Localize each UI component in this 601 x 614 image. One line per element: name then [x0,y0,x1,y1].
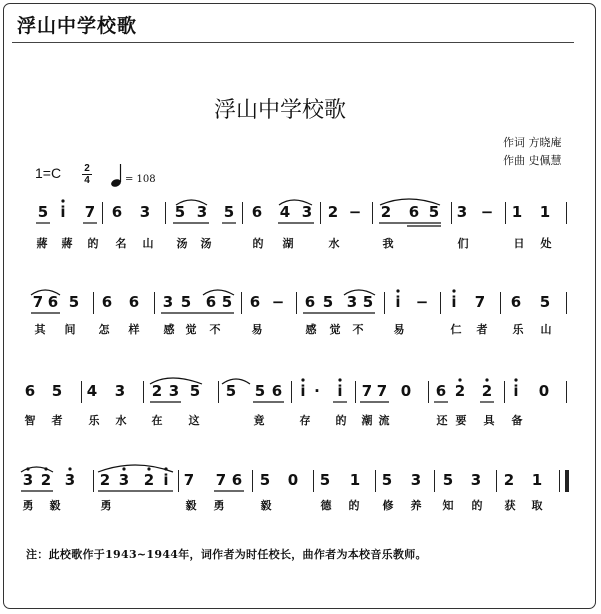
lyric: 汤 [200,237,212,250]
footnote: 注：此校歌作于1943~1944年，词作者为时任校长，曲作者为本校音乐教师。 [26,548,427,561]
note: 2 [380,203,392,221]
bar-line [313,470,314,492]
lyric: 者 [476,323,488,336]
lyric: 修 [382,499,394,512]
lyric: 流 [378,414,390,427]
bar-line [218,381,219,403]
lyric: 水 [328,237,340,250]
note: 6 [304,293,316,311]
note: 0 [400,382,412,400]
note: 5 [221,293,233,311]
note: − [480,203,494,221]
note: 5 [225,382,237,400]
lyric: 乐 [512,323,524,336]
bar-line [143,381,144,403]
lyric: 潮 [361,414,373,427]
note: 3 [114,382,126,400]
lyric: 这 [188,414,200,427]
lyric: 仁 [450,323,462,336]
bar-line [154,292,155,314]
note: 6 [231,471,243,489]
lyric: 山 [142,237,154,250]
bar-line [102,202,103,224]
lyric: 不 [352,323,364,336]
lyric: 的 [348,499,360,512]
note: 4 [86,382,98,400]
lyric: 者 [51,414,63,427]
note: · [314,382,320,400]
note: 6 [24,382,36,400]
song-title: 浮山中学校歌 [213,98,346,123]
tempo-marking: = 108 [125,174,156,185]
lyric: 感 [163,323,175,336]
lyric: 乐 [88,414,100,427]
lyric: 们 [457,237,469,250]
lyric: 获 [504,499,516,512]
note: 1 [539,203,551,221]
note: 5 [539,293,551,311]
lyric: 不 [209,323,221,336]
note: i [60,203,66,221]
note: 2 [143,471,155,489]
note: 3 [22,471,34,489]
time-signature-top: 2 [84,163,90,174]
note: 6 [249,293,261,311]
bar-line [440,292,441,314]
lyric: 还 [436,414,448,427]
note: 1 [531,471,543,489]
note: 6 [435,382,447,400]
bar-line [296,292,297,314]
note: 2 [40,471,52,489]
note: 7 [183,471,195,489]
lyric: 间 [64,323,76,336]
note: 2 [454,382,466,400]
lyric: 的 [471,499,483,512]
note: 0 [287,471,299,489]
bar-line [496,470,497,492]
lyric: 其 [34,323,46,336]
bar-line [500,292,501,314]
note: − [348,203,362,221]
lyric: 备 [511,414,523,427]
note: 1 [511,203,523,221]
lyric: 知 [442,499,454,512]
note: 0 [538,382,550,400]
lyric: 的 [335,414,347,427]
note: 2 [151,382,163,400]
lyric: 勇 [22,499,34,512]
note: 5 [68,293,80,311]
bar-line [242,202,243,224]
time-signature-bottom: 4 [84,175,90,186]
lyric: 取 [531,499,543,512]
time-signature [82,163,92,186]
lyric: 山 [540,323,552,336]
bar-line [566,292,567,314]
lyric: 觉 [329,323,341,336]
lyric: 毅 [49,499,61,512]
note: 5 [223,203,235,221]
bar-line [291,381,292,403]
lyric: 蔣 [61,237,73,250]
bar-line [566,381,567,403]
note: 3 [301,203,313,221]
note: − [415,293,429,311]
note: i [337,382,343,400]
note: 7 [84,203,96,221]
note: 7 [215,471,227,489]
lyric: 日 [513,237,525,250]
lyricist-credit: 作词 方晓庵 [503,136,562,149]
note: 3 [456,203,468,221]
lyric: 毅 [185,499,197,512]
lyric: 汤 [176,237,188,250]
lyric: 样 [128,323,140,336]
lyric: 毅 [260,499,272,512]
lyric: 德 [320,499,332,512]
bar-line [93,470,94,492]
bar-line [566,202,567,224]
bar-line [93,292,94,314]
lyric: 存 [299,414,311,427]
bar-line [504,381,505,403]
lyric: 我 [382,237,394,250]
note: i [395,293,401,311]
note: 2 [503,471,515,489]
composer-credit: 作曲 史佩慧 [503,154,562,167]
note: i [163,471,169,489]
note: 5 [189,382,201,400]
note: 6 [47,293,59,311]
note: 7 [361,382,373,400]
bar-line [165,202,166,224]
note: 5 [259,471,271,489]
page-header-title: 浮山中学校歌 [17,15,138,37]
note: 5 [51,382,63,400]
note: 4 [279,203,291,221]
note: 3 [346,293,358,311]
bar-line [320,202,321,224]
note: 5 [37,203,49,221]
note: 5 [254,382,266,400]
lyric: 的 [87,237,99,250]
lyric: 智 [24,414,36,427]
note: 6 [271,382,283,400]
note: 6 [128,293,140,311]
lyric: 蔣 [36,237,48,250]
lyric: 水 [115,414,127,427]
note: 7 [32,293,44,311]
note: 3 [470,471,482,489]
lyric: 易 [251,323,263,336]
note: 2 [99,471,111,489]
bar-line [355,381,356,403]
note: 5 [319,471,331,489]
note: 5 [174,203,186,221]
note: i [451,293,457,311]
lyric: 易 [393,323,405,336]
note: 5 [381,471,393,489]
lyric: 具 [483,414,495,427]
note: 6 [111,203,123,221]
lyric: 感 [305,323,317,336]
bar-line [375,470,376,492]
note: 5 [362,293,374,311]
lyric: 的 [252,237,264,250]
note: 6 [510,293,522,311]
bar-line [428,381,429,403]
note: 7 [474,293,486,311]
note: 3 [139,203,151,221]
lyric: 在 [151,414,163,427]
bar-line [372,202,373,224]
lyric: 名 [115,237,127,250]
bar-line [241,292,242,314]
lyric: 勇 [100,499,112,512]
note: 3 [118,471,130,489]
note: − [271,293,285,311]
lyric: 竟 [253,414,265,427]
note: 3 [162,293,174,311]
note: 3 [410,471,422,489]
note: 7 [376,382,388,400]
lyric: 处 [540,237,552,250]
note: 2 [327,203,339,221]
lyric: 湖 [282,237,294,250]
note: 3 [196,203,208,221]
note: 5 [180,293,192,311]
lyric: 怎 [98,323,110,336]
bar-line [434,470,435,492]
note: 6 [251,203,263,221]
note: 1 [349,471,361,489]
note: 2 [481,382,493,400]
header-divider [12,42,574,43]
note: 5 [442,471,454,489]
key-signature: 1=C [35,165,62,181]
lyric: 养 [410,499,422,512]
lyric: 要 [455,414,467,427]
note: 6 [101,293,113,311]
note: 5 [428,203,440,221]
note: i [513,382,519,400]
lyric: 觉 [185,323,197,336]
note: i [300,382,306,400]
bar-line [505,202,506,224]
lyric: 勇 [213,499,225,512]
note: 6 [205,293,217,311]
final-bar-line [559,470,569,492]
note: 5 [322,293,334,311]
note: 6 [408,203,420,221]
bar-line [252,470,253,492]
note: 3 [168,382,180,400]
bar-line [384,292,385,314]
note: 3 [64,471,76,489]
